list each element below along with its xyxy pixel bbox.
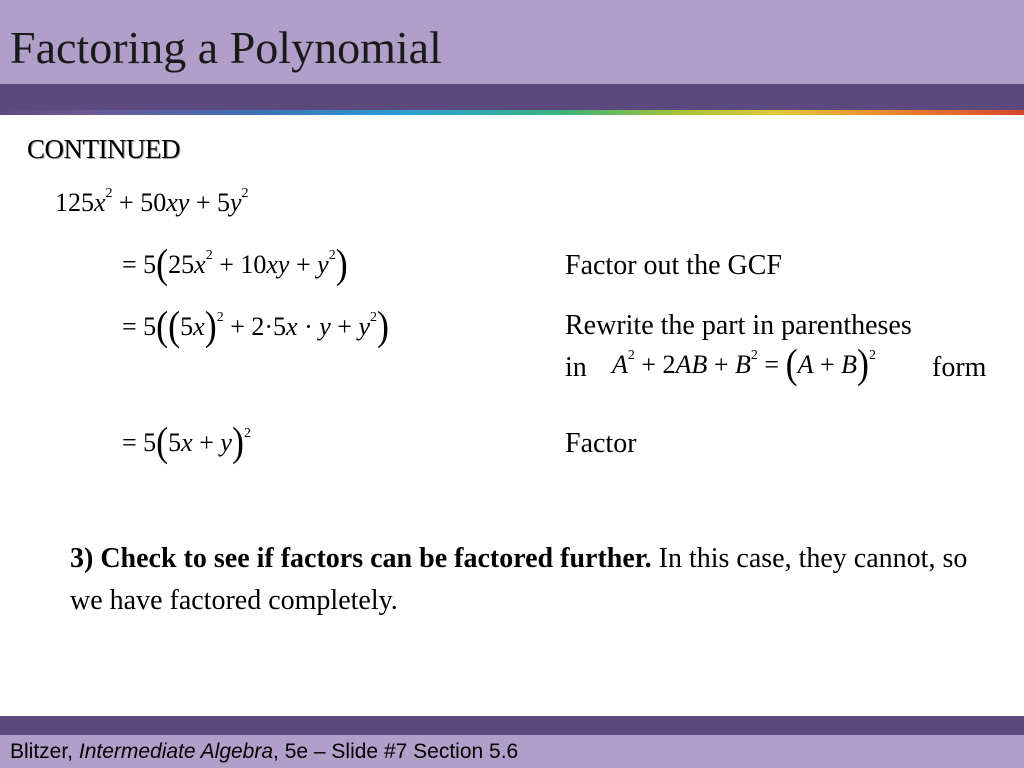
footer-rest: , 5e – Slide #7 Section 5.6 (273, 740, 519, 763)
expression-step-rewrite: = $5((5x)^2 + 2\cdot 5x \cdot y + y^2)$ (122, 302, 390, 349)
rainbow-rule (0, 110, 1024, 115)
expression-step-factor: = $5(5x + y)^2$ (122, 418, 251, 465)
footer-band (0, 716, 1024, 735)
continued-label: CONTINUED (27, 134, 180, 164)
footer-book: Intermediate Algebra (78, 740, 274, 763)
note-factor: Factor (565, 428, 637, 459)
expression-step-gcf: = $5(25x^2 + 10xy + y^2)$ (122, 240, 348, 287)
conclusion-rest: In this case, they cannot, so we have factored completely. (70, 543, 968, 616)
expression-original: $125x^2 + 50xy + 5y^2$ (55, 186, 249, 217)
note-rewrite-in: in (565, 352, 587, 383)
note-rewrite-line1: Rewrite the part in parentheses (565, 310, 912, 341)
formula-perfect-square: $A^2 + 2AB + B^2 = (A + B)^2$ (612, 340, 877, 387)
footer-author: Blitzer, (10, 740, 79, 763)
note-rewrite-form: form (932, 352, 987, 383)
slide-title: Factoring a Polynomial (10, 22, 442, 73)
conclusion-bold: 3) Check to see if factors can be factored further. (70, 543, 652, 574)
conclusion-paragraph (70, 538, 990, 622)
footer-text (10, 740, 518, 764)
note-factor-gcf: Factor out the GCF (565, 250, 782, 281)
title-divider-band (0, 84, 1024, 110)
